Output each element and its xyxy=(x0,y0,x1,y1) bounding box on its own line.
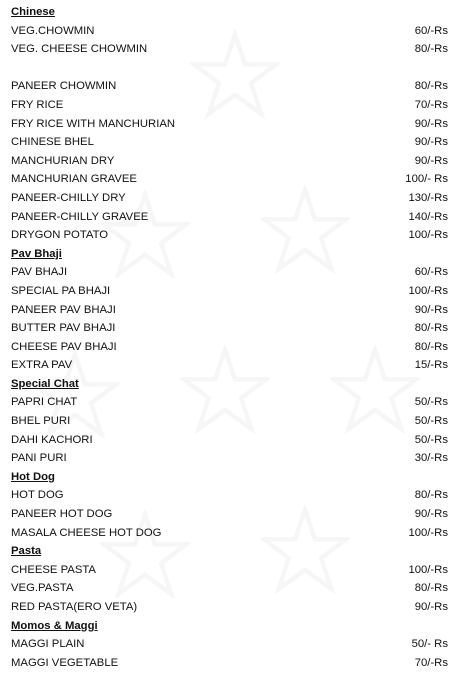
menu-item-price: 100/- Rs xyxy=(405,173,448,186)
menu-item-row xyxy=(0,189,474,208)
section-header xyxy=(0,3,474,22)
menu-item-price: 60/-Rs xyxy=(414,24,448,37)
menu-item-price: 140/-Rs xyxy=(408,210,448,223)
menu-item-name: PANEER CHOWMIN xyxy=(11,80,117,93)
menu-item-name: RED PASTA(ERO VETA) xyxy=(11,601,138,613)
menu-item-price: 70/-Rs xyxy=(414,98,448,111)
menu-list xyxy=(0,3,474,672)
section-title: Special Chat xyxy=(11,377,79,390)
menu-item-name: PANEER PAV BHAJI xyxy=(11,303,116,316)
menu-item-name: MANCHURIAN GRAVEE xyxy=(11,173,137,186)
menu-item-price: 90/-Rs xyxy=(414,154,448,167)
menu-item-name: CHEESE PAV BHAJI xyxy=(11,340,117,353)
menu-item-row xyxy=(0,356,474,375)
menu-item-row xyxy=(0,263,474,282)
section-header xyxy=(0,245,474,264)
menu-item-row xyxy=(0,524,474,543)
menu-item-row xyxy=(0,561,474,580)
menu-item-row xyxy=(0,115,474,134)
section-header xyxy=(0,468,474,487)
menu-item-name: DAHI KACHORI xyxy=(11,433,93,446)
menu-item-price: 80/-Rs xyxy=(414,489,448,502)
menu-item-name: MASALA CHEESE HOT DOG xyxy=(11,526,162,539)
section-header xyxy=(0,617,474,636)
menu-item-price: 100/-Rs xyxy=(408,526,448,539)
menu-item-row xyxy=(0,486,474,505)
menu-item-name: PANI PURI xyxy=(11,452,67,465)
menu-item-price: 130/-Rs xyxy=(408,191,448,204)
menu-item-row xyxy=(0,412,474,431)
menu-item-name: FRY RICE WITH MANCHURIAN xyxy=(11,117,176,130)
menu-item-name: VEG.CHOWMIN xyxy=(11,24,95,37)
menu-item-price: 30/-Rs xyxy=(414,452,448,465)
menu-item-name: MAGGI PLAIN xyxy=(11,638,85,651)
menu-item-price: 100/-Rs xyxy=(408,563,448,576)
menu-item-price: 70/-Rs xyxy=(414,656,448,669)
menu-item-row xyxy=(0,431,474,450)
menu-item-row xyxy=(0,505,474,524)
menu-item-row xyxy=(0,96,474,115)
section-title: Chinese xyxy=(11,6,55,18)
section-header xyxy=(0,375,474,394)
menu-item-name: PANEER-CHILLY GRAVEE xyxy=(11,210,149,223)
menu-item-row xyxy=(0,40,474,59)
menu-item-row xyxy=(0,59,474,78)
section-title: Momos & Maggi xyxy=(11,619,98,632)
menu-item-row xyxy=(0,226,474,245)
menu-item-name: FRY RICE xyxy=(11,98,64,111)
menu-item-price: 100/-Rs xyxy=(408,284,448,297)
menu-item-row xyxy=(0,282,474,301)
menu-item-price: 80/-Rs xyxy=(414,43,448,56)
menu-item-price: 90/-Rs xyxy=(414,303,448,316)
menu-item-name: BUTTER PAV BHAJI xyxy=(11,322,116,335)
section-title: Pasta xyxy=(11,545,42,558)
menu-item-name: BHEL PURI xyxy=(11,415,71,428)
menu-item-price: 80/-Rs xyxy=(414,582,448,595)
menu-item-name: MANCHURIAN DRY xyxy=(11,154,115,167)
menu-item-row xyxy=(0,208,474,227)
menu-item-row xyxy=(0,635,474,654)
menu-item-price: 90/-Rs xyxy=(414,117,448,130)
menu-item-row xyxy=(0,319,474,338)
menu-item-row xyxy=(0,152,474,171)
menu-item-name: PAV BHAJI xyxy=(11,266,68,279)
menu-item-row xyxy=(0,301,474,320)
menu-item-row xyxy=(0,170,474,189)
menu-item-name: PAPRI CHAT xyxy=(11,396,78,409)
menu-item-name: VEG. CHEESE CHOWMIN xyxy=(11,43,148,56)
menu-item-name: EXTRA PAV xyxy=(11,359,73,372)
menu-item-name: MAGGI VEGETABLE xyxy=(11,656,119,669)
menu-item-name: PANEER HOT DOG xyxy=(11,508,113,521)
menu-item-price: 90/-Rs xyxy=(414,601,448,613)
menu-item-row xyxy=(0,338,474,357)
menu-item-name: HOT DOG xyxy=(11,489,64,502)
menu-item-name: PANEER-CHILLY DRY xyxy=(11,191,126,204)
menu-item-name: DRYGON POTATO xyxy=(11,229,109,242)
menu-item-price: 80/-Rs xyxy=(414,80,448,93)
menu-item-name: SPECIAL PA BHAJI xyxy=(11,284,111,297)
menu-item-row xyxy=(0,579,474,598)
menu-item-row xyxy=(0,77,474,96)
menu-item-row xyxy=(0,133,474,152)
menu-item-row xyxy=(0,654,474,673)
menu-item-price: 15/-Rs xyxy=(414,359,448,372)
menu-item-price: 60/-Rs xyxy=(414,266,448,279)
section-title: Pav Bhaji xyxy=(11,247,62,260)
menu-item-name: CHEESE PASTA xyxy=(11,563,96,576)
menu-item-row xyxy=(0,598,474,617)
menu-item-price: 90/-Rs xyxy=(414,136,448,149)
menu-item-row xyxy=(0,22,474,41)
menu-item-name: VEG.PASTA xyxy=(11,582,74,595)
section-title: Hot Dog xyxy=(11,470,55,483)
section-header xyxy=(0,542,474,561)
menu-item-price: 50/-Rs xyxy=(414,433,448,446)
menu-item-name: CHINESE BHEL xyxy=(11,136,94,149)
menu-item-price: 100/-Rs xyxy=(408,229,448,242)
menu-item-price: 50/-Rs xyxy=(414,415,448,428)
menu-item-row xyxy=(0,393,474,412)
menu-item-price: 50/- Rs xyxy=(411,638,448,651)
menu-item-price: 50/-Rs xyxy=(414,396,448,409)
menu-item-row xyxy=(0,449,474,468)
menu-item-price: 80/-Rs xyxy=(414,340,448,353)
menu-item-price: 80/-Rs xyxy=(414,322,448,335)
menu-item-price: 90/-Rs xyxy=(414,508,448,521)
